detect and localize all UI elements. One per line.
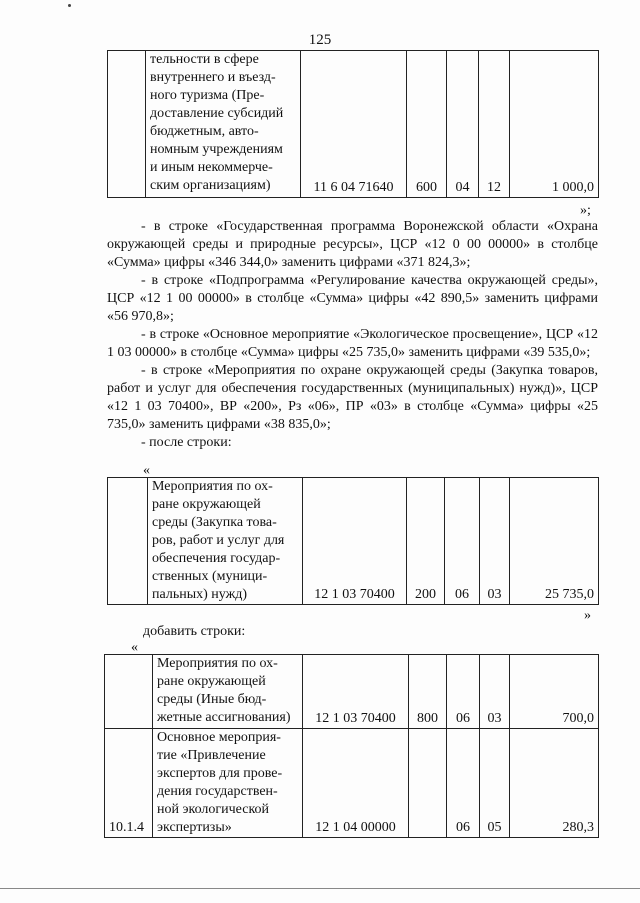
description-line: Мероприятия по ох-: [152, 479, 273, 494]
description-line: дения государствен-: [157, 784, 278, 799]
description-line: номным учреждениям: [150, 142, 283, 157]
budget-table-after: [107, 477, 599, 605]
description-line: ране окружающей: [157, 674, 266, 689]
scan-speck: [68, 4, 71, 7]
rz-cell: 04: [447, 51, 479, 198]
description-line: среды (Иные бюд-: [157, 692, 267, 707]
description-line: и иным некоммерче-: [150, 160, 273, 175]
description-cell: [146, 51, 301, 198]
table-row: [105, 655, 599, 729]
sum-cell: 25 735,0: [510, 478, 599, 605]
opening-quote: «: [143, 463, 150, 478]
table-row: [108, 478, 599, 605]
description-line: ским организациям): [150, 178, 271, 193]
row-number-cell: [108, 478, 148, 605]
description-line: доставление субсидий: [150, 106, 284, 121]
description-cell: [153, 729, 303, 838]
budget-table-continuation: [107, 50, 599, 198]
description-line: бюджетным, авто-: [150, 124, 259, 139]
opening-quote: «: [131, 640, 138, 655]
pr-cell: 03: [480, 478, 510, 605]
pr-cell: 05: [480, 729, 510, 838]
vr-cell: 800: [409, 655, 447, 729]
paragraph: - в строке «Основное мероприятие «Экологическое просвещение», ЦСР «12 1 03 00000» в столбце «Сумма» цифры «25 735,0» заменить цифрами «39 535,0»;: [107, 327, 598, 360]
pr-cell: 12: [479, 51, 510, 198]
vr-cell: [409, 729, 447, 838]
csr-cell: 11 6 04 71640: [301, 51, 407, 198]
description-line: внутреннего и въезд-: [150, 70, 276, 85]
csr-cell: 12 1 04 00000: [303, 729, 409, 838]
description-cell: [148, 478, 303, 605]
description-line: экспертов для прове-: [157, 766, 283, 781]
description-line: жетные ассигнования): [157, 710, 291, 725]
table-row: [105, 729, 599, 838]
row-number-cell: [108, 51, 146, 198]
description-line: Основное мероприя-: [157, 730, 281, 745]
description-line: тие «Привлечение: [157, 748, 266, 763]
description-line: пальных) нужд): [152, 587, 248, 602]
paragraph: - после строки:: [141, 435, 232, 450]
rz-cell: 06: [445, 478, 480, 605]
description-line: ного туризма (Пре-: [150, 88, 265, 103]
row-number-cell: 10.1.4: [105, 729, 153, 838]
paragraph: - в строке «Государственная программа Воронежской области «Охрана окружающей среды и природные ресурсы», ЦСР «12 0 00 00000» в столбце «Сумма» цифры «346 344,0» заменить цифрами «371 824,3»;: [107, 219, 598, 270]
paragraph: - в строке «Подпрограмма «Регулирование качества окружающей среды», ЦСР «12 1 00 00000» в столбце «Сумма» цифры «42 890,5» заменить цифрами «56 970,8»;: [107, 273, 598, 324]
description-line: ране окружающей: [152, 497, 261, 512]
pr-cell: 03: [480, 655, 510, 729]
sum-cell: 700,0: [510, 655, 599, 729]
sum-cell: 280,3: [510, 729, 599, 838]
vr-cell: 600: [407, 51, 447, 198]
description-line: обеспечения государ-: [152, 551, 281, 566]
description-line: тельности в сфере: [150, 52, 259, 67]
rz-cell: 06: [447, 729, 480, 838]
description-line: Мероприятия по ох-: [157, 656, 278, 671]
bottom-edge-line: [0, 888, 640, 889]
csr-cell: 12 1 03 70400: [303, 478, 407, 605]
description-line: ной экологической: [157, 802, 270, 817]
description-line: ственных (муници-: [152, 569, 268, 584]
closing-quote: »;: [580, 203, 591, 218]
description-line: ров, работ и услуг для: [152, 533, 285, 548]
sum-cell: 1 000,0: [510, 51, 599, 198]
amendment-text: [107, 218, 598, 452]
description-cell: [153, 655, 303, 729]
csr-cell: 12 1 03 70400: [303, 655, 409, 729]
budget-table-added: [104, 654, 599, 838]
paragraph: - в строке «Мероприятия по охране окружающей среды (Закупка товаров, работ и услуг для обеспечения государственных (муниципальных) нужд)», ЦСР «12 1 03 70400», ВР «200», Рз «06», ПР «03» в столбце «Сумма» цифры «25 735,0» заменить цифрами «38 835,0»;: [107, 363, 598, 432]
row-number-cell: [105, 655, 153, 729]
page-number: 125: [308, 32, 332, 48]
table-row: [108, 51, 599, 198]
vr-cell: 200: [407, 478, 445, 605]
closing-quote: »: [584, 608, 591, 623]
description-line: экспертизы»: [157, 820, 232, 835]
rz-cell: 06: [447, 655, 480, 729]
add-rows-label: добавить строки:: [143, 624, 246, 639]
description-line: среды (Закупка това-: [152, 515, 277, 530]
